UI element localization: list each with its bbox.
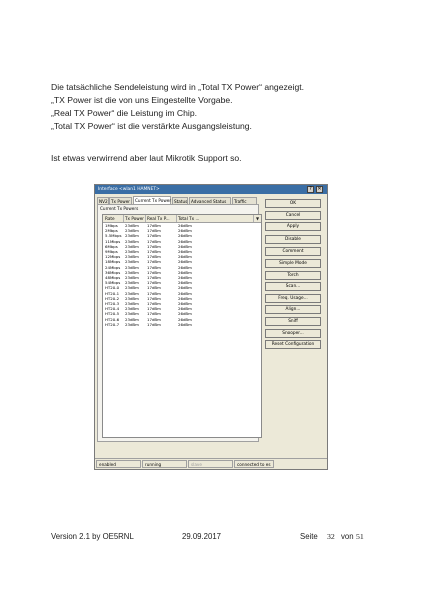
table-cell: 17dBm (147, 264, 161, 270)
table-cell: 26dBm (178, 238, 192, 244)
table-cell: 23dBm (125, 259, 139, 265)
table-cell: 26dBm (178, 280, 192, 286)
column-header[interactable]: Tx Power (125, 216, 145, 221)
table-cell: 17dBm (147, 223, 161, 228)
table-cell: 9Mbps (105, 249, 118, 254)
table-cell: 26dBm (178, 233, 192, 239)
column-header[interactable]: Rate (104, 215, 124, 222)
tab[interactable]: Traffic (232, 197, 257, 204)
table-cell: 54Mbps (105, 280, 121, 286)
text-line: Die tatsächliche Sendeleistung wird in „Total TX Power“ angezeigt. (51, 82, 305, 92)
table-cell: 23dBm (125, 295, 139, 301)
table-cell: 17dBm (147, 275, 161, 280)
table-cell: 23dBm (125, 285, 139, 291)
table-cell: 23dBm (125, 311, 139, 317)
table-cell: 17dBm (147, 311, 161, 317)
status-field: connected to es (234, 460, 274, 468)
side-button[interactable]: Reset Configuration (265, 340, 321, 349)
table-cell: 6Mbps (105, 243, 118, 249)
footer-page-number: 32 (327, 532, 335, 541)
interface-window-screenshot (94, 184, 328, 470)
table-cell: 17dBm (147, 243, 161, 249)
column-header[interactable]: Real Tx P... (146, 215, 177, 222)
text-line: „Total TX Power“ ist die verstärkte Ausgangsleistung. (51, 121, 252, 131)
tab[interactable]: Current Tx Power (135, 198, 172, 203)
table-cell: 26dBm (178, 275, 192, 280)
table-cell: 26dBm (178, 321, 192, 327)
tx-power-table (102, 214, 262, 438)
chevron-down-icon[interactable]: ▼ (255, 216, 260, 221)
table-cell: 17dBm (147, 233, 161, 239)
table-cell: HT20-6 (105, 316, 120, 322)
table-cell: HT20-2 (105, 295, 120, 301)
table-cell: HT20-0 (105, 285, 120, 291)
table-cell: 23dBm (125, 275, 139, 280)
footer-version: Version 2.1 by OE5RNL (51, 532, 134, 541)
table-cell: 5.5Mbps (105, 233, 122, 239)
text-line: „Real TX Power“ die Leistung im Chip. (51, 108, 197, 118)
table-cell: 26dBm (178, 316, 192, 322)
table-cell: 26dBm (178, 223, 192, 228)
table-cell: HT20-3 (105, 301, 120, 306)
table-cell: 17dBm (147, 306, 161, 312)
side-button[interactable]: Snooper... (265, 329, 321, 338)
table-cell: 17dBm (147, 301, 161, 306)
table-cell: 23dBm (125, 264, 139, 270)
table-cell: 12Mbps (105, 254, 121, 260)
table-cell: 23dBm (125, 316, 139, 322)
close-icon[interactable]: ✕ (317, 186, 322, 192)
table-cell: 23dBm (125, 223, 139, 228)
table-cell: 23dBm (125, 233, 139, 239)
table-cell: 26dBm (178, 228, 192, 234)
table-cell: 36Mbps (105, 269, 121, 275)
table-cell: 17dBm (147, 249, 161, 254)
table-cell: 26dBm (178, 301, 192, 306)
table-row[interactable] (103, 322, 261, 327)
table-cell: 26dBm (178, 254, 192, 260)
table-cell: 26dBm (178, 306, 192, 312)
table-cell: 17dBm (147, 259, 161, 265)
side-button[interactable]: Comment (265, 247, 321, 256)
side-button[interactable]: Apply (265, 222, 321, 231)
table-cell: 17dBm (147, 295, 161, 301)
side-button[interactable]: Scan... (265, 282, 321, 291)
side-button[interactable]: Torch (265, 271, 321, 280)
table-cell: 23dBm (125, 238, 139, 244)
table-cell: HT20-1 (105, 290, 120, 296)
table-cell: 26dBm (178, 264, 192, 270)
table-cell: 23dBm (125, 290, 139, 296)
tab[interactable]: NV2 (99, 199, 108, 204)
group-label: Current Tx Powers (100, 206, 139, 211)
side-button[interactable]: Freq. Usage... (265, 294, 321, 303)
table-cell: 11Mbps (105, 238, 121, 244)
table-cell: 23dBm (125, 301, 139, 306)
table-cell: 23dBm (125, 306, 139, 312)
table-cell: HT20-5 (105, 311, 120, 317)
status-bar (95, 458, 327, 469)
tab-bar (97, 196, 257, 204)
table-cell: 23dBm (125, 243, 139, 249)
table-cell: 23dBm (125, 254, 139, 260)
table-cell: 17dBm (147, 280, 161, 286)
table-cell: 17dBm (147, 321, 161, 327)
status-field: slave (188, 460, 233, 468)
tab[interactable]: Status (174, 199, 188, 204)
footer-page-label: Seite (300, 532, 318, 541)
table-cell: 1Mbps (105, 223, 118, 228)
table-cell: 17dBm (147, 269, 161, 275)
window-titlebar (95, 185, 327, 194)
footer-page-total: 51 (356, 532, 364, 541)
side-button[interactable]: Align... (265, 305, 321, 314)
tab[interactable]: Tx Power (111, 199, 131, 204)
table-cell: 26dBm (178, 311, 192, 317)
table-cell: 23dBm (125, 321, 139, 327)
window-title: Interface <wlan1 HAMNET> (98, 187, 160, 192)
side-button[interactable]: Disable (265, 235, 321, 244)
footer-date: 29.09.2017 (182, 532, 222, 541)
table-cell: 17dBm (147, 285, 161, 291)
table-cell: 18Mbps (105, 259, 121, 265)
side-button[interactable]: Cancel (265, 211, 321, 220)
column-header[interactable]: Total Tx ... (177, 215, 254, 222)
table-cell: 26dBm (178, 295, 192, 301)
table-cell: 23dBm (125, 249, 139, 254)
table-cell: 23dBm (125, 269, 139, 275)
table-cell: 17dBm (147, 228, 161, 234)
table-cell: 26dBm (178, 249, 192, 254)
side-button[interactable]: OK (265, 199, 321, 208)
intro-paragraph (51, 81, 304, 133)
status-field: running (142, 460, 187, 468)
tab[interactable]: Advanced Status (189, 197, 231, 204)
text-line: „TX Power ist die von uns Eingestellte Vorgabe. (51, 95, 233, 105)
note-paragraph: Ist etwas verwirrend aber laut Mikrotik Support so. (51, 153, 242, 163)
table-cell: 17dBm (147, 254, 161, 260)
table-header (103, 215, 261, 223)
table-cell: 17dBm (147, 316, 161, 322)
table-cell: 26dBm (178, 269, 192, 275)
table-cell: 2Mbps (105, 228, 118, 234)
table-cell: 26dBm (178, 290, 192, 296)
table-cell: 23dBm (125, 280, 139, 286)
table-cell: 17dBm (147, 238, 161, 244)
footer-of-label: von (341, 532, 354, 541)
table-cell: 17dBm (147, 290, 161, 296)
table-cell: 26dBm (178, 285, 192, 291)
table-cell: 24Mbps (105, 264, 121, 270)
side-button[interactable]: Sniff (265, 317, 321, 326)
table-cell: 48Mbps (105, 275, 121, 280)
table-cell: HT20-4 (105, 306, 120, 312)
status-field: enabled (96, 460, 141, 468)
table-cell: 26dBm (178, 243, 192, 249)
side-button[interactable]: Simple Mode (265, 259, 321, 268)
table-cell: 26dBm (178, 259, 192, 265)
table-cell: 23dBm (125, 228, 139, 234)
table-cell: HT20-7 (105, 321, 120, 327)
help-icon[interactable]: ? (307, 186, 314, 193)
